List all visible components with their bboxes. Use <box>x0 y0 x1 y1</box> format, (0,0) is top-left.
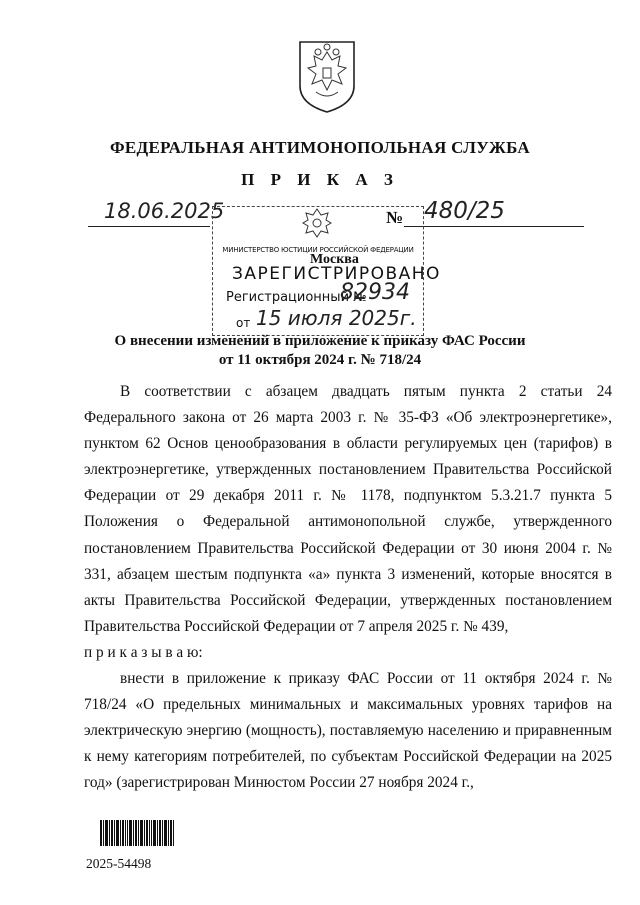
document-id: 2025-54498 <box>86 856 152 871</box>
stamp-registered: ЗАРЕГИСТРИРОВАНО <box>232 264 441 284</box>
order-number: 480/25 <box>424 198 505 224</box>
order-title-line1: О внесении изменений в приложение к приказу ФАС России <box>114 333 526 349</box>
order-title-line2: от 11 октября 2024 г. № 718/24 <box>218 352 422 368</box>
stamp-date: 15 июля 2025г. <box>256 306 417 330</box>
stamp-date-label: от <box>236 316 251 330</box>
number-underline <box>404 226 584 227</box>
document-type: П Р И К А З <box>241 170 399 189</box>
order-body <box>84 379 612 797</box>
stamp-ministry: МИНИСТЕРСТВО ЮСТИЦИИ РОССИЙСКОЙ ФЕДЕРАЦИИ <box>222 246 414 254</box>
agency-name: ФЕДЕРАЛЬНАЯ АНТИМОНОПОЛЬНАЯ СЛУЖБА <box>109 138 530 157</box>
stamp-emblem-icon <box>300 206 334 240</box>
stamp-city: Москва <box>310 252 359 267</box>
stamp-reg-number: 82934 <box>340 280 410 305</box>
number-sign: № <box>386 208 404 227</box>
coat-of-arms-emblem <box>296 38 358 114</box>
date-underline <box>88 226 210 227</box>
body-paragraph-preamble: В соответствии с абзацем двадцать пятым пункта 2 статьи 24 Федерального закона от 26 марта 2003 г. № 35-ФЗ «Об электроэнергетике», пунктом 62 Основ ценообразования в области регулируемых цен (тарифов) в электроэнергетике, утвержденных постановлением Правительства Российской Федерации от 29 декабря 2011 г. № 1178, подпунктом 5.3.21.7 пункта 5 Положения о Федеральной антимонопольной службе, утвержденного постановлением Правительства Российской Федерации от 30 июня 2004 г. № 331, абзацем шестым подпункта «а» пункта 3 изменений, которые вносятся в акты Правительства Российской Федерации, утвержденных постановлением Правительства Российской Федерации от 7 апреля 2025 г. № 439, <box>84 383 612 635</box>
body-paragraph-amend: внести в приложение к приказу ФАС России от 11 октября 2024 г. № 718/24 «О предельных минимальных и максимальных уровнях тарифов на электрическую энергию (мощность), поставляемую населению и приравненным к нему категориям потребителей, по субъектам Российской Федерации на 2025 год» (зарегистрирован Минюстом России 27 ноября 2024 г., <box>84 670 612 792</box>
order-date: 18.06.2025 <box>104 199 225 223</box>
stamp-reg-label: Регистрационный № <box>226 290 367 305</box>
barcode-image <box>100 820 174 846</box>
body-order-word: п р и к а з ы в а ю: <box>84 643 203 661</box>
